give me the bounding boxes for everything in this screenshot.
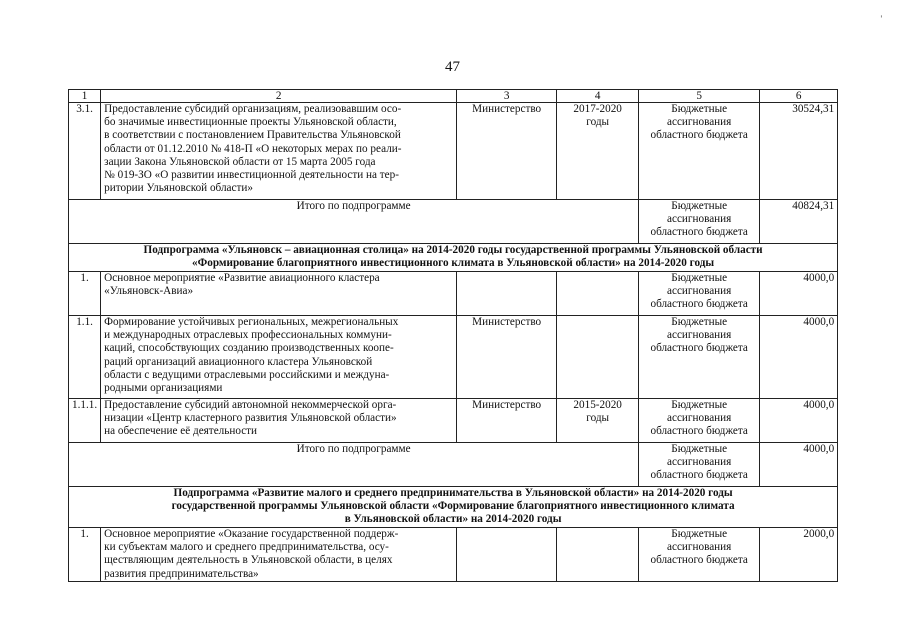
period-line: 2015-2020 [573, 399, 622, 411]
table-row [69, 103, 838, 200]
table-header-row [69, 90, 838, 103]
subprogram-heading-line: Подпрограмма «Ульяновск – авиационная столица» на 2014-2020 годы государственной программы Ульяновской области [143, 244, 763, 256]
period [557, 103, 639, 200]
executor [457, 528, 557, 582]
funding-source [639, 272, 760, 316]
subprogram-heading-line: «Формирование благоприятного инвестиционного климата в Ульяновской области» на 2014-2020 годы [192, 257, 715, 270]
amount: 4000,0 [760, 272, 838, 316]
item-description [101, 528, 457, 582]
item-description-line: на обеспечение её деятельности [104, 425, 258, 438]
item-description-line: ки субъектам малого и среднего предпринимательства, осу- [104, 541, 389, 554]
page-number: 47 [445, 59, 460, 75]
header-cell: 4 [557, 90, 639, 103]
funding-source-line: ассигнования [667, 213, 732, 226]
funding-source [639, 316, 760, 399]
funding-source-line: областного бюджета [650, 226, 748, 239]
amount: 40824,31 [760, 200, 838, 244]
funding-source-line: Бюджетные [671, 316, 728, 328]
item-number: 1. [69, 272, 101, 316]
amount: 4000,0 [760, 399, 838, 443]
item-description-line: области от 01.12.2010 № 418-П «О некоторых мерах по реали- [104, 142, 402, 155]
item-description-line: № 019-ЗО «О развитии инвестиционной деятельности на тер- [104, 169, 399, 182]
budget-table-body [69, 90, 838, 582]
executor: Министерство [457, 316, 557, 399]
item-description-line: бо значимые инвестиционные проекты Ульяновской области, [104, 116, 397, 129]
item-number: 1.1.1. [69, 399, 101, 443]
item-description-line: развития предпринимательства» [104, 567, 259, 580]
header-cell: 1 [69, 90, 101, 103]
item-description-line: Основное мероприятие «Оказание государственной поддерж- [104, 528, 399, 540]
amount: 30524,31 [760, 103, 838, 200]
header-cell: 3 [457, 90, 557, 103]
item-description [101, 272, 457, 316]
funding-source-line: Бюджетные [671, 399, 728, 411]
item-number: 1. [69, 528, 101, 582]
funding-source [639, 443, 760, 487]
total-label: Итого по подпрограмме [69, 200, 639, 244]
funding-source-line: ассигнования [667, 329, 732, 342]
subprogram-heading-line: в Ульяновской области» на 2014-2020 годы [344, 513, 562, 526]
funding-source-line: ассигнования [667, 285, 732, 298]
item-description [101, 316, 457, 399]
budget-table [68, 89, 838, 582]
section-row [69, 244, 838, 272]
item-number: 3.1. [69, 103, 101, 200]
header-cell: 2 [101, 90, 457, 103]
item-description-line: Формирование устойчивых региональных, межрегиональных [104, 316, 399, 328]
funding-source-line: областного бюджета [650, 425, 748, 438]
amount: 4000,0 [760, 316, 838, 399]
amount: 2000,0 [760, 528, 838, 582]
period [557, 528, 639, 582]
period [557, 399, 639, 443]
executor [457, 272, 557, 316]
item-description-line: Предоставление субсидий автономной некоммерческой орга- [104, 399, 397, 411]
funding-source-line: ассигнования [667, 541, 732, 554]
funding-source-line: Бюджетные [671, 528, 728, 540]
funding-source-line: областного бюджета [650, 129, 748, 142]
funding-source-line: областного бюджета [650, 554, 748, 567]
item-description-line: ритории Ульяновской области» [104, 182, 253, 195]
item-description-line: в соответствии с постановлением Правительства Ульяновской [104, 129, 401, 142]
funding-source-line: областного бюджета [650, 342, 748, 355]
item-description-line: каций, способствующих созданию производственных коопе- [104, 342, 394, 355]
item-description-line: низации «Центр кластерного развития Ульяновской области» [104, 412, 397, 425]
subprogram-heading [69, 487, 838, 528]
period [557, 316, 639, 399]
funding-source-line: Бюджетные [671, 103, 728, 115]
item-description [101, 103, 457, 200]
table-row [69, 316, 838, 399]
funding-source-line: Бюджетные [671, 443, 728, 455]
total-label: Итого по подпрограмме [69, 443, 639, 487]
item-description-line: ществляющим деятельность в Ульяновской области, в целях [104, 554, 393, 567]
executor: Министерство [457, 103, 557, 200]
total-row [69, 200, 838, 244]
item-number: 1.1. [69, 316, 101, 399]
funding-source [639, 103, 760, 200]
subprogram-heading [69, 244, 838, 272]
funding-source-line: ассигнования [667, 456, 732, 469]
header-cell: 6 [760, 90, 838, 103]
amount: 4000,0 [760, 443, 838, 487]
subprogram-heading-line: государственной программы Ульяновской области «Формирование благоприятного инвестиционного климата [171, 500, 735, 513]
header-cell: 5 [639, 90, 760, 103]
funding-source-line: областного бюджета [650, 298, 748, 311]
item-description [101, 399, 457, 443]
table-row [69, 528, 838, 582]
funding-source-line: ассигнования [667, 116, 732, 129]
funding-source [639, 399, 760, 443]
item-description-line: Предоставление субсидий организациям, реализовавшим осо- [104, 103, 402, 115]
item-description-line: области с ведущими отраслевыми российскими и междуна- [104, 368, 390, 381]
table-row [69, 399, 838, 443]
period-line: годы [586, 116, 610, 129]
funding-source-line: ассигнования [667, 412, 732, 425]
executor: Министерство [457, 399, 557, 443]
subprogram-heading-line: Подпрограмма «Развитие малого и среднего предпринимательства в Ульяновской области» на 2014-2020 годы [173, 487, 733, 499]
item-description-line: Основное мероприятие «Развитие авиационного кластера [104, 272, 380, 284]
item-description-line: родными организациями [104, 382, 223, 395]
funding-source [639, 200, 760, 244]
funding-source [639, 528, 760, 582]
item-description-line: и международных отраслевых профессиональных коммуни- [104, 329, 392, 342]
item-description-line: зации Закона Ульяновской области от 15 марта 2005 года [104, 155, 376, 168]
total-row [69, 443, 838, 487]
period [557, 272, 639, 316]
section-row [69, 487, 838, 528]
table-row [69, 272, 838, 316]
funding-source-line: Бюджетные [671, 272, 728, 284]
period-line: 2017-2020 [573, 103, 622, 115]
corner-mark: ˈ [879, 14, 884, 29]
funding-source-line: областного бюджета [650, 469, 748, 482]
funding-source-line: Бюджетные [671, 200, 728, 212]
item-description-line: раций организаций авиационного кластера Ульяновской [104, 355, 373, 368]
period-line: годы [586, 412, 610, 425]
item-description-line: «Ульяновск-Авиа» [104, 285, 194, 298]
